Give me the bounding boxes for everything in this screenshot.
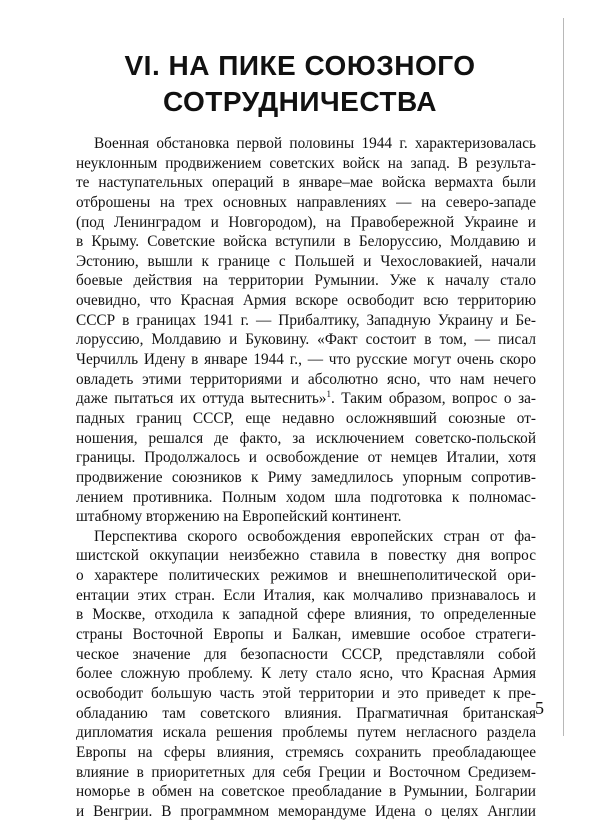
text-line: ношения, решался де факто, за исключением советско-польской bbox=[76, 429, 536, 447]
text-line: отброшены на трех основных направлениях — на северо-западе bbox=[76, 193, 536, 211]
text-line: в Москве, отходила к западной сфере влияния, то определенные bbox=[76, 606, 536, 624]
text-segment: даже пытаться их оттуда вытеснить» bbox=[76, 390, 327, 408]
text-line: овладеть этими территориями и абсолютно ясно, что нам нечего bbox=[76, 370, 536, 388]
text-line: страны Восточной Европы и Балкан, имевшие особое стратеги- bbox=[76, 626, 536, 644]
text-line: те наступательных операций в январе–мае войска вермахта были bbox=[76, 174, 536, 192]
text-line: Военная обстановка первой половины 1944 г. характеризовалась bbox=[94, 135, 536, 152]
text-line: обладанию там советского влияния. Прагматичная британская bbox=[76, 704, 536, 722]
chapter-title-line-1: VI. НА ПИКЕ СОЮЗНОГО bbox=[124, 50, 476, 81]
text-line: продвижение союзников к Риму замедлилось упорным сопротив- bbox=[76, 468, 536, 486]
page-number: 5 bbox=[535, 698, 544, 718]
text-segment: . Таким образом, вопрос о за- bbox=[330, 390, 536, 408]
text-line: боевые действия на территории Румынии. Уже к началу стало bbox=[76, 272, 536, 290]
text-line: (под Ленинградом и Новгородом), на Правобережной Украине и bbox=[76, 213, 536, 231]
text-line: и Венгрии. В программном меморандуме Идена о целях Англии bbox=[76, 802, 536, 820]
text-line: падных границ СССР, еще недавно осложнявший союзные от- bbox=[76, 409, 536, 427]
text-line: лоруссию, Молдавию и Буковину. «Факт состоит в том, — писал bbox=[76, 331, 536, 349]
text-line: неуклонным продвижением советских войск на запад. В результа- bbox=[76, 154, 536, 172]
paragraph-2 bbox=[76, 527, 536, 821]
text-line: о характере политических режимов и внешнеполитической ори- bbox=[76, 567, 536, 585]
chapter-title bbox=[0, 48, 600, 120]
text-line: дипломатия искала решения проблемы путем негласного раздела bbox=[76, 724, 536, 742]
text-line: СССР в границах 1941 г. — Прибалтику, Западную Украину и Бе- bbox=[76, 311, 536, 329]
page-edge-line bbox=[563, 18, 564, 736]
text-line: Европы на сферы влияния, стремясь сохранить преобладающее bbox=[76, 743, 536, 761]
text-line: номорье в обмен на советское преобладание в Румынии, Болгарии bbox=[76, 783, 536, 801]
paragraph-1 bbox=[76, 134, 536, 527]
body-text bbox=[76, 134, 536, 821]
text-line-with-footnote bbox=[76, 389, 536, 409]
text-line: ческое значение для безопасности СССР, представляли собой bbox=[76, 645, 536, 663]
footnote-reference: 1 bbox=[326, 389, 331, 400]
text-line: Черчилль Идену в январе 1944 г., — что русские могут очень скоро bbox=[76, 351, 536, 369]
text-line: в Крыму. Советские войска вступили в Белоруссию, Молдавию и bbox=[76, 233, 536, 251]
text-line: освободит большую часть этой территории и это приведет к пре- bbox=[76, 684, 536, 702]
text-line: шистской оккупации неизбежно ставила в повестку дня вопрос bbox=[76, 547, 536, 565]
text-line: штабному вторжению на Европейский континент. bbox=[76, 508, 402, 526]
text-line: ентации этих стран. Если Италия, как молчаливо признавалось и bbox=[76, 586, 536, 604]
chapter-title-line-2: СОТРУДНИЧЕСТВА bbox=[162, 86, 438, 117]
text-line: более сложную проблему. К лету стало ясно, что Красная Армия bbox=[76, 665, 536, 683]
text-line: влияние в приоритетных для себя Греции и Восточном Средизем- bbox=[76, 763, 536, 781]
text-line: очевидно, что Красная Армия вскоре освободит всю территорию bbox=[76, 292, 536, 310]
text-line: границы. Продолжалось и освобождение от немцев Италии, хотя bbox=[76, 449, 536, 467]
text-line: Эстонию, вышли к границе с Польшей и Чехословакией, начали bbox=[76, 252, 536, 270]
text-line: лением противника. Полным ходом шла подготовка к полномас- bbox=[76, 488, 536, 506]
text-line: Перспектива скорого освобождения европейских стран от фа- bbox=[94, 527, 536, 545]
